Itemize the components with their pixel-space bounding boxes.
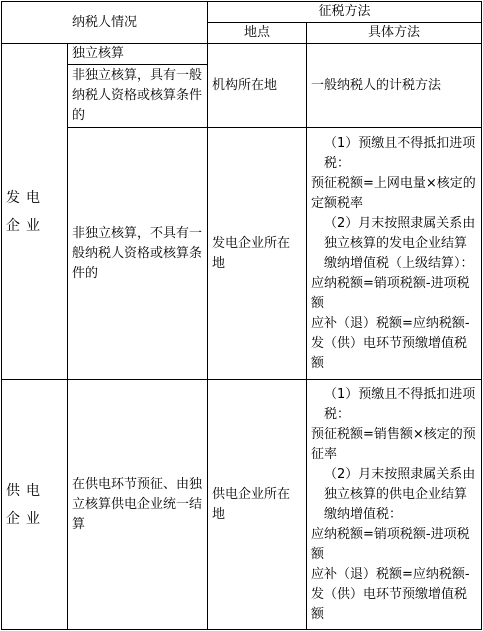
header-location: 地点 [208,23,307,44]
power-supply-subject: 供电企业 [2,380,68,630]
power-gen-method-detail [307,128,482,380]
power-supply-method-detail [307,380,482,630]
power-supply-method-line-5: 应补（退）税额=应纳税额-发（供）电环节预缴增值税额 [311,566,470,622]
power-gen-non-indep-not-general: 非独立核算，不具有一般纳税人资格或核算条件的 [68,128,208,380]
power-gen-location-not-general: 发电企业所在地 [208,128,307,380]
power-gen-location-general: 机构所在地 [208,44,307,128]
power-gen-method-line-2: 预征税额=上网电量×核定的定额税率 [311,175,476,211]
power-gen-row-independent [2,44,482,65]
power-supply-method-line-3: （2）月末按照隶属关系由独立核算的供电企业结算缴纳增值税： [324,466,476,522]
power-gen-method-line-4: 应纳税额=销项税额-进项税额 [311,275,470,311]
power-gen-method-line-5: 应补（退）税额=应纳税额-发（供）电环节预缴增值税额 [311,315,470,371]
header-specific-method: 具体方法 [307,23,482,44]
power-gen-method-line-1: （1）预缴且不得抵扣进项税： [324,135,476,171]
tax-method-table [1,1,482,630]
power-supply-method-line-1: （1）预缴且不得抵扣进项税： [324,386,476,422]
power-supply-method-line-2: 预征税额=销售额×核定的预征率 [311,426,476,462]
power-gen-method-line-3: （2）月末按照隶属关系由独立核算的发电企业结算缴纳增值税（上级结算）： [324,215,476,271]
power-supply-row [2,380,482,630]
header-taxpayer-situation: 纳税人情况 [2,2,208,44]
header-collection-method: 征税方法 [208,2,482,23]
power-gen-independent: 独立核算 [68,44,208,65]
power-supply-location: 供电企业所在地 [208,380,307,630]
header-row-1 [2,2,482,23]
power-gen-subject: 发电企业 [2,44,68,380]
power-gen-method-general: 一般纳税人的计税方法 [307,44,482,128]
power-gen-non-indep-general: 非独立核算，具有一般纳税人资格或核算条件的 [68,65,208,128]
power-supply-method-line-4: 应纳税额=销项税额-进项税额 [311,526,470,562]
power-gen-row-non-indep-not-general [2,128,482,380]
power-supply-situation: 在供电环节预征、由独立核算供电企业统一结算 [68,380,208,630]
